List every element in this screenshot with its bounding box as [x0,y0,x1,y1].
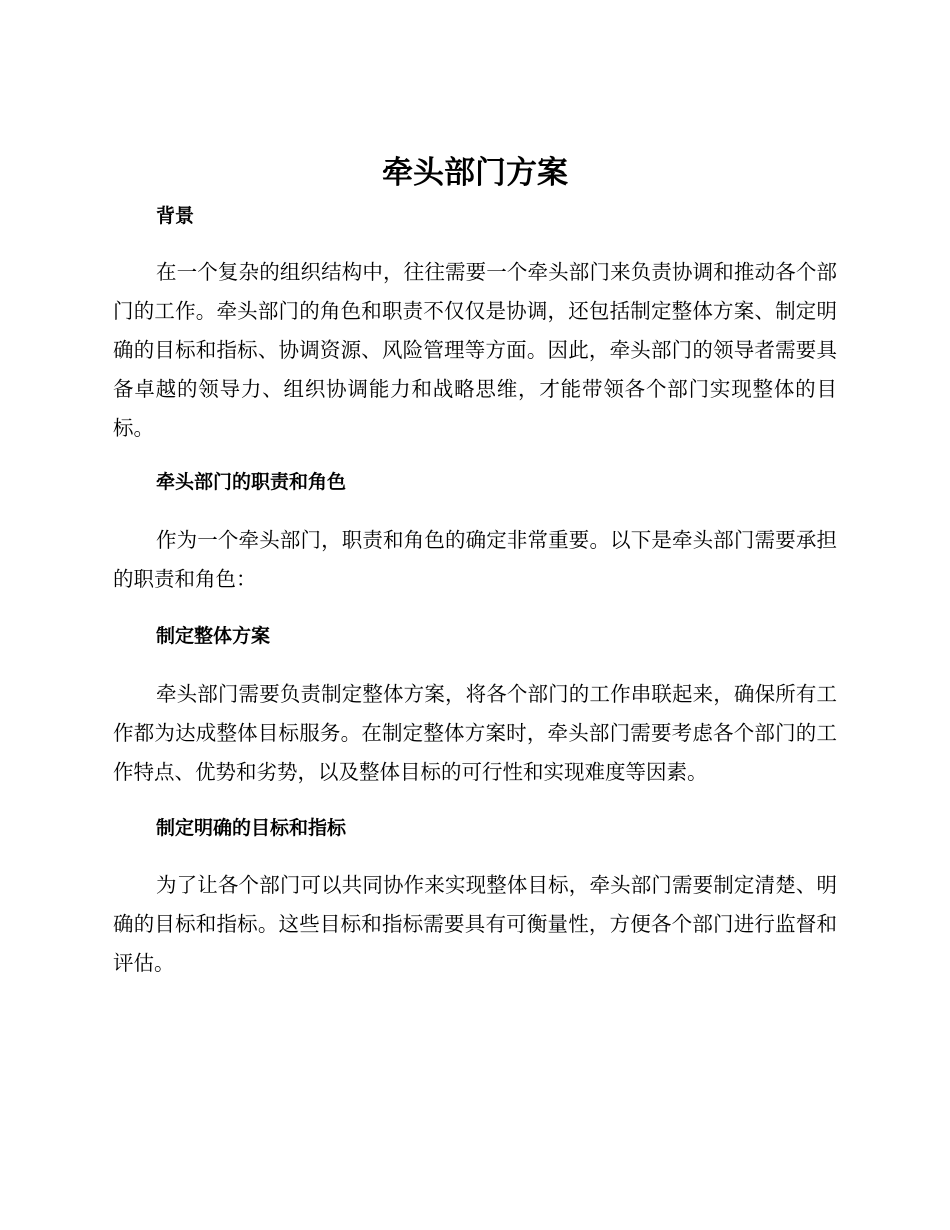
section-paragraph-duties-and-roles: 作为一个牵头部门，职责和角色的确定非常重要。以下是牵头部门需要承担的职责和角色： [113,528,837,591]
section-paragraph-overall-plan: 牵头部门需要负责制定整体方案，将各个部门的工作串联起来，确保所有工作都为达成整体目标服务。在制定整体方案时，牵头部门需要考虑各个部门的工作特点、优势和劣势，以及整体目标的可行性和实现难度等因素。 [113,682,837,784]
section-paragraph-goals-and-indicators: 为了让各个部门可以共同协作来实现整体目标，牵头部门需要制定清楚、明确的目标和指标。这些目标和指标需要具有可衡量性，方便各个部门进行监督和评估。 [113,873,837,975]
document-title: 牵头部门方案 [382,155,568,191]
section-paragraph-background: 在一个复杂的组织结构中，往往需要一个牵头部门来负责协调和推动各个部门的工作。牵头部门的角色和职责不仅仅是协调，还包括制定整体方案、制定明确的目标和指标、协调资源、风险管理等方面。因此，牵头部门的领导者需要具备卓越的领导力、组织协调能力和战略思维，才能带领各个部门实现整体的目标。 [113,260,837,440]
section-heading-goals-and-indicators: 制定明确的目标和指标 [156,817,347,839]
section-heading-background: 背景 [156,205,195,227]
section-heading-overall-plan: 制定整体方案 [156,625,271,647]
section-heading-duties-and-roles: 牵头部门的职责和角色 [156,471,347,493]
